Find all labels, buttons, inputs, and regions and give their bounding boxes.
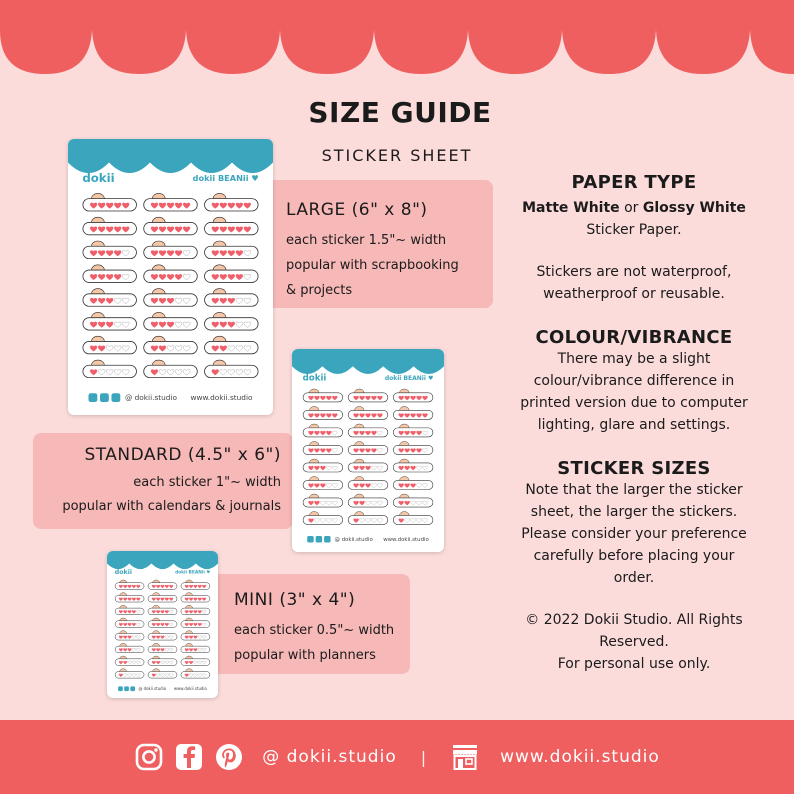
sticker-preview: [348, 407, 388, 420]
sticker-preview: [148, 593, 177, 602]
standard-size-heading: STANDARD (4.5" x 6"): [84, 445, 281, 465]
sheet-product: dokii BEANii ♥: [175, 570, 211, 576]
sticker-preview: [348, 424, 388, 437]
sheet-social-icon: [118, 686, 123, 691]
sizes-line: Please consider your preference: [521, 526, 747, 542]
sheet-site: www.dokii.studio: [383, 536, 429, 543]
sticker-sheet-standard: [292, 349, 444, 552]
sticker-preview: [181, 656, 210, 665]
footer-site[interactable]: www.dokii.studio: [500, 747, 660, 767]
sticker-preview: [181, 631, 210, 640]
sticker-preview: [205, 241, 259, 259]
sticker-preview: [83, 217, 137, 235]
standard-size-box: [33, 433, 293, 529]
sheet-product: dokii BEANii ♥: [384, 374, 434, 382]
sticker-preview: [181, 593, 210, 602]
sticker-preview: [83, 241, 137, 259]
sheet-preview: [68, 139, 273, 415]
sizes-line: Note that the larger the sticker: [525, 482, 743, 498]
mini-size-use: popular with planners: [234, 648, 376, 663]
sticker-preview: [348, 442, 388, 455]
sticker-preview: [148, 605, 177, 614]
sticker-preview: [303, 494, 343, 507]
sticker-preview: [348, 494, 388, 507]
facebook-icon[interactable]: [174, 742, 204, 772]
sticker-preview: [144, 265, 198, 283]
sticker-preview: [181, 669, 210, 678]
sticker-preview: [148, 618, 177, 627]
page-subtitle: STICKER SHEET: [321, 146, 473, 165]
sheet-handle: @ dokii.studio: [124, 392, 178, 402]
sticker-preview: [115, 656, 144, 665]
sticker-preview: [115, 605, 144, 614]
sheet-social-icon: [111, 393, 120, 402]
sticker-preview: [393, 459, 433, 472]
sheet-social-icon: [100, 393, 109, 402]
sticker-preview: [205, 193, 259, 211]
footer-handle[interactable]: @ dokii.studio: [262, 747, 397, 767]
sticker-preview: [348, 512, 388, 525]
sticker-preview: [181, 643, 210, 652]
paper-note-2: weatherproof or reusable.: [543, 286, 725, 302]
large-size-heading: LARGE (6" x 8"): [286, 200, 428, 220]
paper-type-text: [510, 197, 758, 219]
sticker-preview: [144, 360, 198, 378]
sheet-brand: dokii: [114, 568, 132, 576]
sheet-brand: dokii: [82, 170, 115, 185]
colour-heading: COLOUR/VIBRANCE: [535, 327, 733, 348]
sticker-preview: [348, 459, 388, 472]
sticker-preview: [205, 336, 259, 354]
sticker-preview: [303, 512, 343, 525]
large-size-width: each sticker 1.5"~ width: [286, 233, 447, 248]
sheet-social-icon: [316, 536, 322, 542]
sticker-preview: [348, 477, 388, 490]
sheet-social-icon: [89, 393, 98, 402]
sticker-preview: [205, 360, 259, 378]
sticker-preview: [115, 618, 144, 627]
pinterest-icon[interactable]: [214, 742, 244, 772]
sizes-line: order.: [613, 570, 655, 586]
sticker-preview: [83, 312, 137, 330]
sticker-preview: [393, 477, 433, 490]
sticker-preview: [393, 389, 433, 402]
sticker-preview: [144, 241, 198, 259]
sticker-preview: [144, 336, 198, 354]
instagram-icon[interactable]: [134, 742, 164, 772]
sticker-preview: [303, 424, 343, 437]
sticker-preview: [148, 643, 177, 652]
sheet-scallop: [107, 551, 218, 569]
sheet-social-icon: [124, 686, 129, 691]
sticker-sheet-large: [68, 139, 273, 415]
top-scallop-banner: [0, 0, 794, 78]
colour-line: There may be a slight: [557, 351, 711, 367]
sticker-preview: [181, 580, 210, 589]
sticker-preview: [303, 442, 343, 455]
sheet-handle: @ dokii.studio: [138, 685, 167, 691]
sticker-preview: [115, 593, 144, 602]
sizes-line: sheet, the larger the stickers.: [530, 504, 738, 520]
sticker-preview: [148, 631, 177, 640]
sticker-preview: [205, 289, 259, 307]
info-column: [510, 172, 758, 675]
mini-size-width: each sticker 0.5"~ width: [234, 623, 395, 638]
sticker-preview: [303, 477, 343, 490]
paper-note-1: Stickers are not waterproof,: [536, 264, 732, 280]
sticker-preview: [83, 193, 137, 211]
footer-bar: [0, 720, 794, 794]
paper-type-heading: PAPER TYPE: [571, 172, 697, 193]
sticker-preview: [303, 459, 343, 472]
colour-line: lighting, glare and settings.: [537, 417, 731, 433]
paper-type-line2: Sticker Paper.: [586, 222, 682, 238]
sheet-social-icon: [307, 536, 313, 542]
sticker-preview: [393, 424, 433, 437]
sheet-scallop: [68, 139, 273, 173]
sticker-preview: [393, 442, 433, 455]
sticker-preview: [348, 389, 388, 402]
sticker-preview: [144, 312, 198, 330]
sticker-preview: [148, 669, 177, 678]
sticker-preview: [144, 193, 198, 211]
sticker-preview: [83, 265, 137, 283]
sticker-preview: [148, 656, 177, 665]
standard-size-use: popular with calendars & journals: [62, 499, 281, 514]
sticker-preview: [148, 580, 177, 589]
sheet-handle: @ dokii.studio: [334, 536, 373, 543]
large-size-use: popular with scrapbooking: [286, 258, 459, 273]
colour-line: printed version due to computer: [520, 395, 748, 411]
sticker-preview: [83, 336, 137, 354]
shop-icon[interactable]: [450, 742, 480, 772]
large-size-use-2: & projects: [286, 283, 353, 298]
sheet-product: dokii BEANii ♥: [192, 172, 259, 183]
sheet-site: www.dokii.studio: [173, 685, 207, 691]
sticker-preview: [393, 407, 433, 420]
standard-size-width: each sticker 1"~ width: [133, 475, 281, 490]
mini-size-heading: MINI (3" x 4"): [234, 590, 356, 610]
copyright-line: For personal use only.: [557, 656, 711, 672]
sticker-preview: [205, 265, 259, 283]
copyright-line: Reserved.: [599, 634, 669, 650]
sticker-preview: [181, 618, 210, 627]
sheet-scallop: [292, 349, 444, 374]
sticker-preview: [144, 289, 198, 307]
sticker-preview: [393, 512, 433, 525]
copyright-line: © 2022 Dokii Studio. All Rights: [525, 612, 743, 628]
sticker-preview: [181, 605, 210, 614]
sticker-preview: [144, 217, 198, 235]
sheet-preview: [292, 349, 444, 552]
sticker-preview: [303, 389, 343, 402]
page-title: SIZE GUIDE: [308, 96, 492, 129]
sticker-preview: [115, 669, 144, 678]
sheet-site: www.dokii.studio: [190, 392, 253, 402]
sticker-preview: [115, 643, 144, 652]
sticker-preview: [115, 580, 144, 589]
paper-or: or: [619, 200, 643, 216]
sticker-sizes-heading: STICKER SIZES: [557, 458, 711, 479]
sticker-preview: [205, 312, 259, 330]
colour-line: colour/vibrance difference in: [533, 373, 735, 389]
sheet-social-icon: [324, 536, 330, 542]
sticker-preview: [115, 631, 144, 640]
sheet-social-icon: [130, 686, 135, 691]
sticker-sheet-mini: [107, 551, 218, 698]
sticker-preview: [393, 494, 433, 507]
footer-divider: |: [420, 747, 427, 767]
sheet-brand: dokii: [302, 373, 327, 384]
sticker-preview: [303, 407, 343, 420]
sticker-preview: [83, 289, 137, 307]
sticker-preview: [205, 217, 259, 235]
paper-glossy: Glossy White: [642, 200, 746, 216]
sizes-line: carefully before placing your: [533, 548, 735, 564]
paper-matte: Matte White: [522, 200, 620, 216]
sheet-preview: [107, 551, 218, 698]
sticker-preview: [83, 360, 137, 378]
